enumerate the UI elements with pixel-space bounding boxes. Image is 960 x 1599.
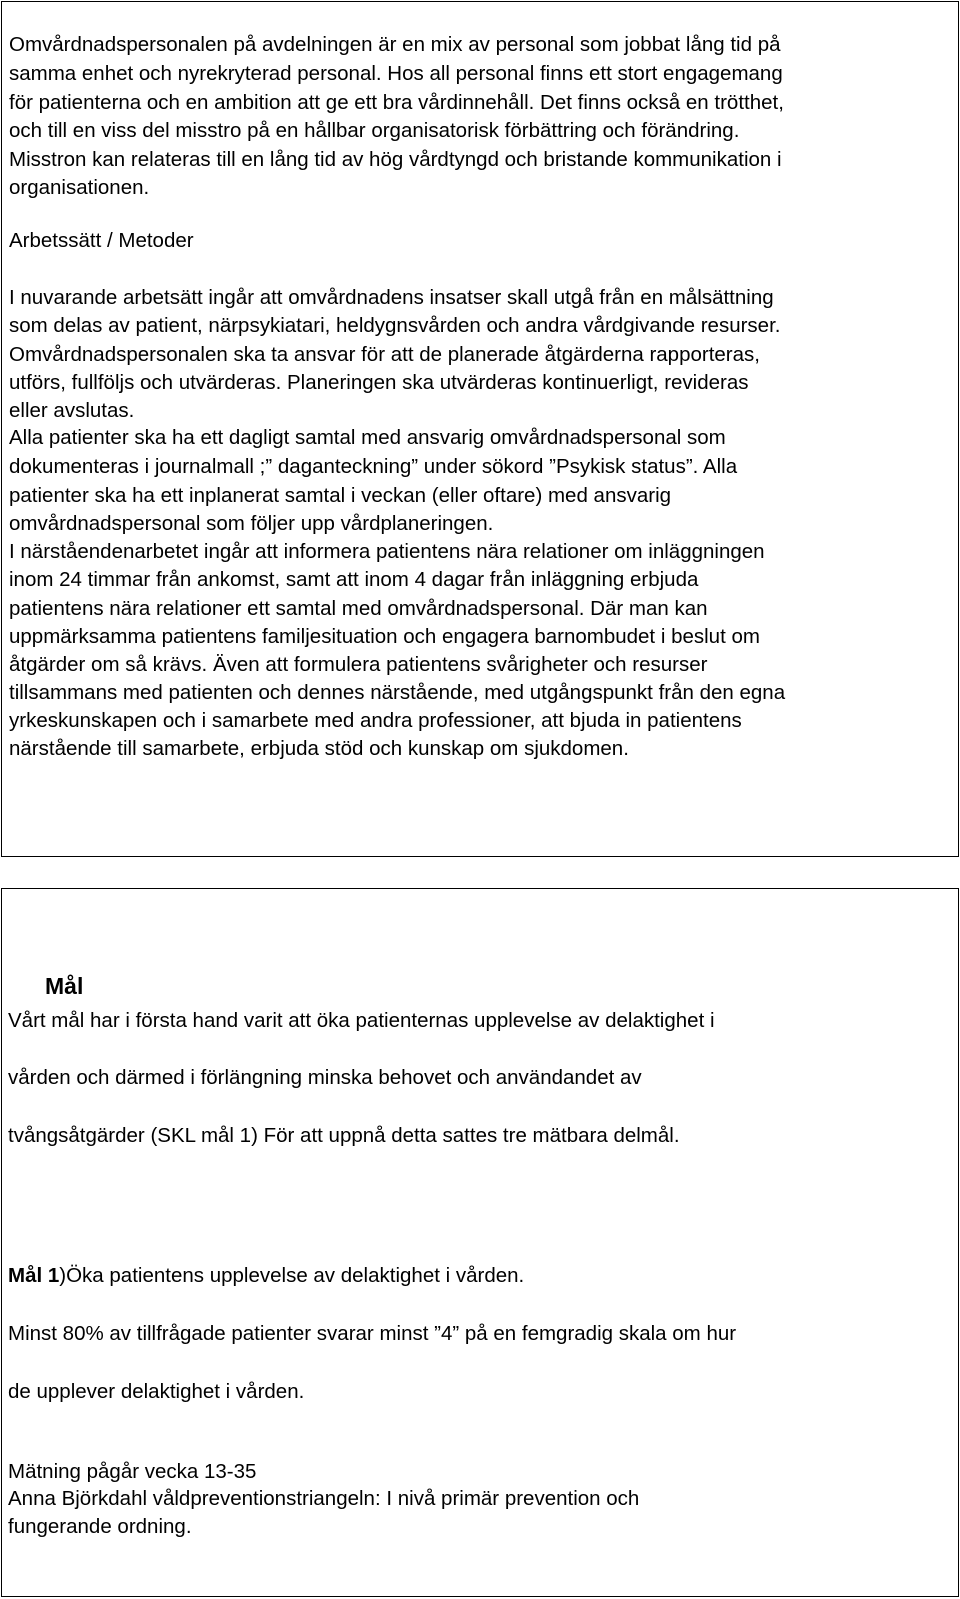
context-line: för patienterna och en ambition att ge ett bra vårdinnehåll. Det finns också en trötthet, — [9, 91, 784, 114]
goal-1-desc-line: Minst 80% av tillfrågade patienter svarar minst ”4” på en femgradig skala om hur — [8, 1322, 737, 1345]
goal-1-text: )Öka patientens upplevelse av delaktighet i vården. — [59, 1264, 525, 1287]
goal-1-desc-line: de upplever delaktighet i vården. — [8, 1380, 305, 1403]
methods-line: eller avslutas. — [9, 399, 135, 422]
goal-1-line — [8, 1262, 524, 1290]
methods-line: tillsammans med patienten och dennes närstående, med utgångspunkt från den egna — [9, 681, 786, 704]
methods-line: utförs, fullföljs och utvärderas. Planeringen ska utvärderas kontinuerligt, revideras — [9, 371, 749, 394]
methods-line: omvårdnadspersonal som följer upp vårdplaneringen. — [9, 512, 494, 535]
methods-line: I nuvarande arbetsätt ingår att omvårdnadens insatser skall utgå från en målsättning — [9, 286, 774, 309]
context-line: organisationen. — [9, 176, 150, 199]
section-heading-goal: Mål — [45, 973, 84, 999]
methods-line: åtgärder om så krävs. Även att formulera patientens svårigheter och resurser — [9, 653, 708, 676]
methods-line: patientens nära relationer ett samtal med omvårdnadspersonal. Där man kan — [9, 597, 708, 620]
methods-line: dokumenteras i journalmall ;” daganteckning” under sökord ”Psykisk status”. Alla — [9, 455, 738, 478]
methods-line: inom 24 timmar från ankomst, samt att inom 4 dagar från inläggning erbjuda — [9, 568, 699, 591]
section-heading-methods: Arbetssätt / Metoder — [9, 229, 194, 252]
methods-line: I närståendenarbetet ingår att informera patientens nära relationer om inläggningen — [9, 540, 765, 563]
context-line: Misstron kan relateras till en lång tid av hög vårdtyngd och bristande kommunikation i — [9, 148, 782, 171]
footer-line: Mätning pågår vecka 13-35 — [8, 1460, 257, 1483]
footer-line: fungerande ordning. — [8, 1515, 192, 1538]
methods-line: yrkeskunskapen och i samarbete med andra professioner, att bjuda in patientens — [9, 709, 742, 732]
context-line: samma enhet och nyrekryterad personal. Hos all personal finns ett stort engagemang — [9, 62, 783, 85]
goal-intro-line: Vårt mål har i första hand varit att öka patienternas upplevelse av delaktighet i — [8, 1009, 715, 1032]
methods-line: Alla patienter ska ha ett dagligt samtal med ansvarig omvårdnadspersonal som — [9, 426, 726, 449]
methods-line: uppmärksamma patientens familjesituation och engagera barnombudet i beslut om — [9, 625, 760, 648]
methods-line: som delas av patient, närpsykiatari, heldygnsvården och andra vårdgivande resurser. — [9, 314, 781, 337]
methods-line: närstående till samarbete, erbjuda stöd och kunskap om sjukdomen. — [9, 737, 629, 760]
goal-intro-line: tvångsåtgärder (SKL mål 1) För att uppnå detta sattes tre mätbara delmål. — [8, 1124, 680, 1147]
context-line: Omvårdnadspersonalen på avdelningen är en mix av personal som jobbat lång tid på — [9, 33, 781, 56]
goal-intro-line: vården och därmed i förlängning minska behovet och användandet av — [8, 1066, 642, 1089]
methods-line: Omvårdnadspersonalen ska ta ansvar för att de planerade åtgärderna rapporteras, — [9, 343, 760, 366]
footer-line: Anna Björkdahl våldpreventionstriangeln: I nivå primär prevention och — [8, 1487, 640, 1510]
context-line: och till en viss del misstro på en hållbar organisatorisk förbättring och förändring. — [9, 119, 740, 142]
goal-1-label: Mål 1 — [8, 1264, 60, 1287]
methods-line: patienter ska ha ett inplanerat samtal i veckan (eller oftare) med ansvarig — [9, 484, 672, 507]
